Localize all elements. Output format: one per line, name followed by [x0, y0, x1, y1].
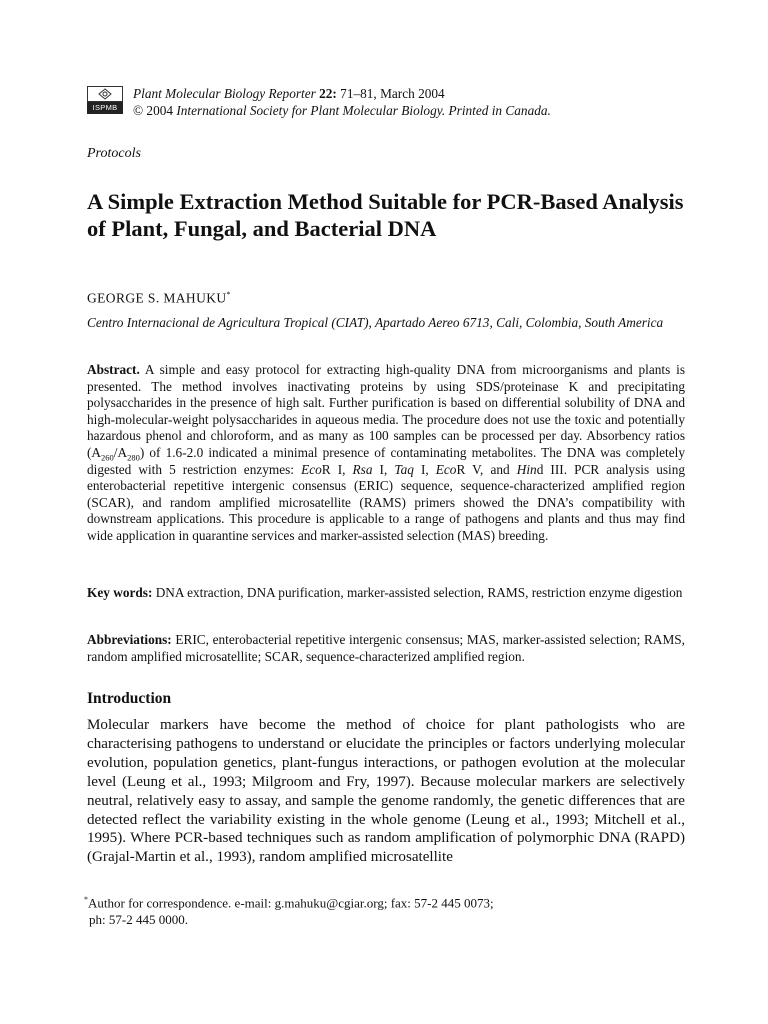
author-affiliation: Centro Internacional de Agricultura Tropical (CIAT), Apartado Aereo 6713, Cali, Colombia, South America [87, 315, 664, 330]
abstract [87, 362, 685, 545]
copyright-line [133, 103, 551, 119]
keywords [87, 585, 685, 602]
author-marker: * [226, 290, 231, 299]
keywords-text: DNA extraction, DNA purification, marker-assisted selection, RAMS, restriction enzyme digestion [152, 585, 683, 600]
journal-volume: 22: [319, 86, 337, 101]
abbreviations-label: Abbreviations: [87, 632, 172, 647]
author-name-text: GEORGE S. MAHUKU [87, 290, 227, 306]
abstract-text: R V, and [456, 461, 517, 477]
introduction-body: Molecular markers have become the method of choice for plant pathologists who are characterising pathogens to understand or elucidate the principles or factors underlying molecular evolution, population genetics, plant-fungus interactions, or pathogen evolution at the molecular level (Leung et al., 1993; Milgroom and Fry, 1997). Because molecular markers are selectively neutral, relatively easy to assay, and sample the genome randomly, the genetic differences that are detected reflect the variability existing in the whole genome (Leung et al., 1993; Mitchell et al., 1995). Where PCR-based techniques such as random amplification of polymorphic DNA (RAPD) (Grajal-Martin et al., 1993), random amplified microsatellite [87, 717, 685, 866]
dna-emblem-icon [87, 86, 123, 102]
footnote-line [84, 891, 684, 911]
enzyme-name: Rsa [352, 461, 373, 477]
footnote-contact: Author for correspondence. e-mail: g.mahuku@cgiar.org; fax: 57-2 445 0073; [88, 895, 494, 911]
society-logo [87, 86, 123, 114]
section-label: Protocols [87, 146, 141, 161]
abbreviations [87, 632, 685, 665]
enzyme-name: Taq [394, 461, 414, 477]
abstract-text: d III. PCR analysis using enterobacterial repetitive intergenic consensus (ERIC) sequence, sequence-characterized amplified region (SCAR), and random amplified microsatellite (RAMS) primers showed the DNA’s compatibility with downstream applications. This procedure is applicable to a range of pathogens and plants and thus may find wide application in quarantine services and marker-assisted selection (MAS) breeding. [87, 461, 686, 543]
abstract-text: R I, [321, 461, 353, 477]
abstract-text: /A [113, 444, 128, 460]
abbreviations-text: ERIC, enterobacterial repetitive intergenic consensus; MAS, marker-assisted selection; RAMS, random amplified microsatellite; SCAR, sequence-characterized amplified region. [87, 632, 685, 664]
copyright-year: © 2004 [133, 103, 177, 118]
enzyme-name: Eco [301, 461, 322, 477]
abstract-label: Abstract. [87, 362, 140, 377]
footnote-line [84, 911, 684, 928]
author-name [87, 290, 231, 307]
abstract-text: A simple and easy protocol for extracting high-quality DNA from microorganisms and plants is presented. The method involves inactivating proteins by using SDS/proteinase K and precipitating polysaccharides in the presence of high salt. Further purification is based on differential solubility of DNA and high-molecular-weight polysaccharides in aqueous media. The procedure does not use the toxic and potentially hazardous phenol and chloroform, and as many as 100 samples can be processed per day. Absorbency ratios (A [87, 362, 685, 460]
logo-text: ISPMB [87, 102, 123, 114]
society-name: International Society for Plant Molecular Biology. Printed in Canada. [176, 103, 551, 118]
keywords-label: Key words: [87, 585, 153, 600]
abstract-text: I, [372, 461, 395, 477]
abstract-subscript: 280 [127, 452, 140, 463]
journal-name: Plant Molecular Biology Reporter [133, 86, 316, 101]
footnote-phone: ph: 57-2 445 0000. [89, 912, 188, 928]
footnote-marker: * [84, 895, 88, 904]
journal-citation [133, 86, 445, 102]
author-footnote [84, 891, 684, 928]
enzyme-name: Eco [435, 461, 457, 477]
enzyme-name: Hin [516, 461, 537, 477]
article-title: A Simple Extraction Method Suitable for PCR-Based Analysis of Plant, Fungal, and Bacterial DNA [87, 189, 684, 241]
abstract-text: ) of 1.6-2.0 indicated a minimal presence of contaminating metabolites. The DNA was completely digested with 5 restriction enzymes: [87, 444, 685, 477]
journal-pages-date: 71–81, March 2004 [336, 86, 445, 101]
introduction-heading: Introduction [87, 690, 172, 707]
abstract-text: I, [413, 461, 436, 477]
abstract-subscript: 260 [101, 452, 114, 463]
